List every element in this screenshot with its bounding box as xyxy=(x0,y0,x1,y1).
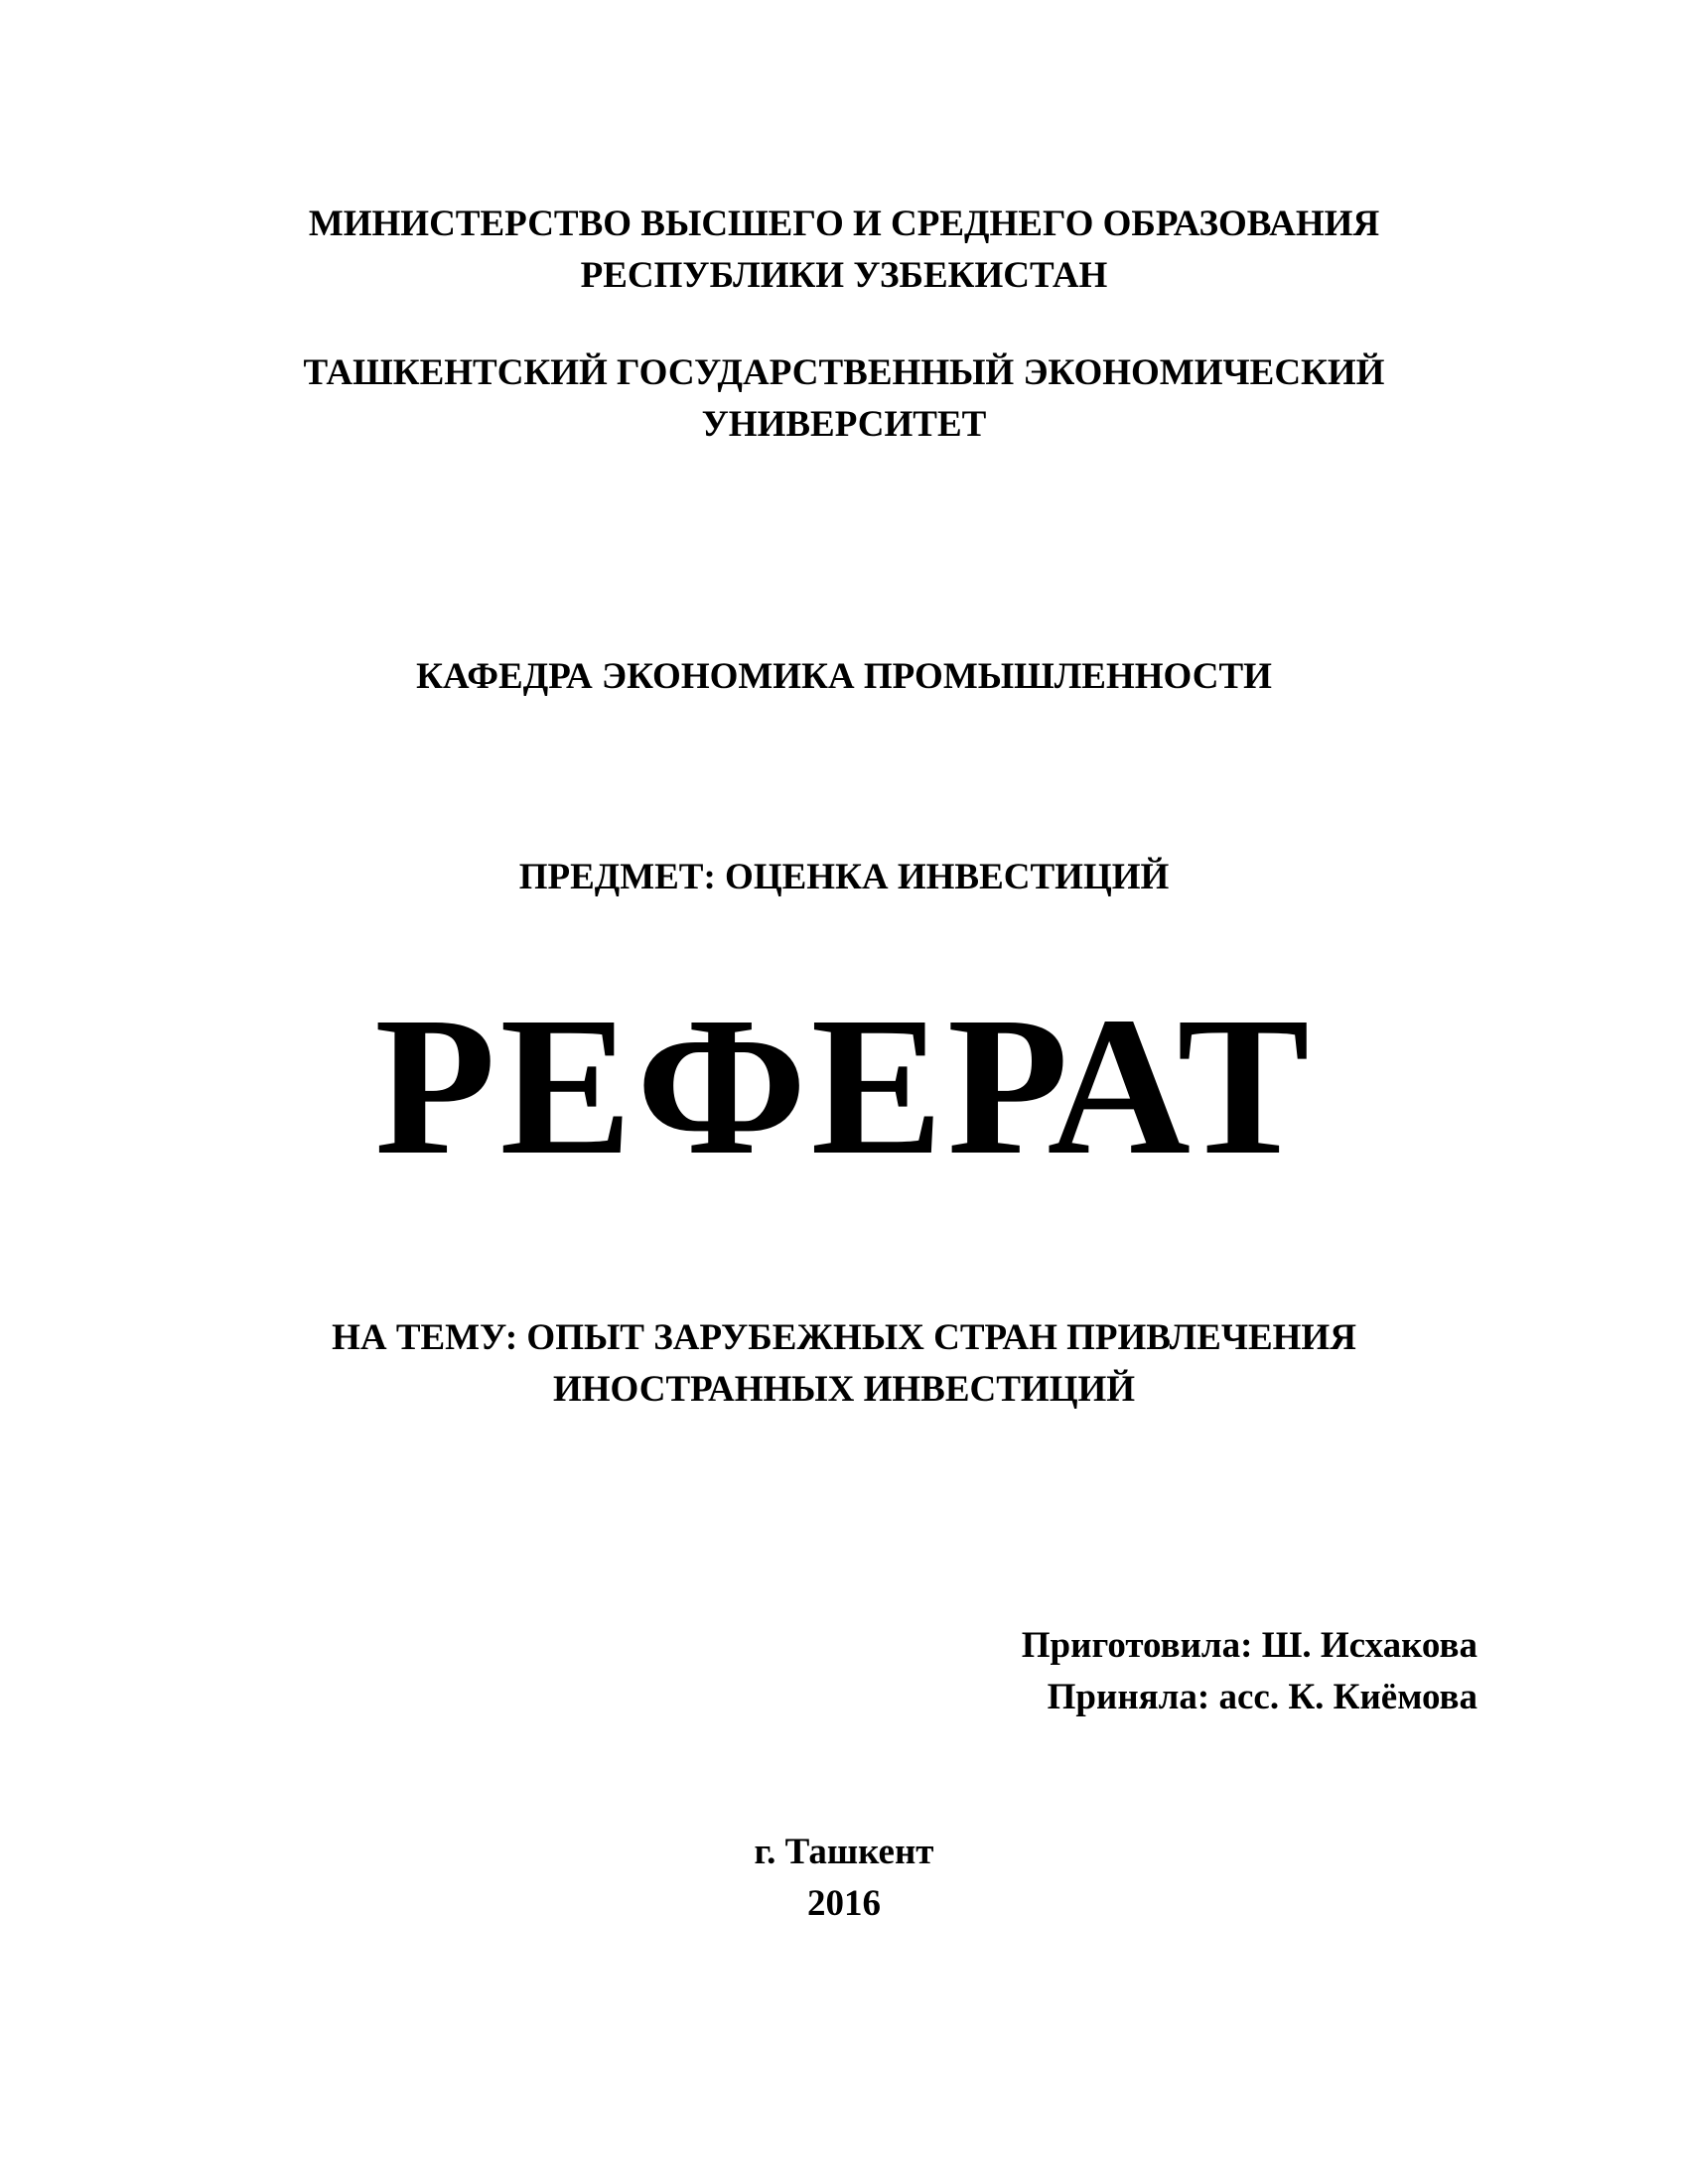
subject-name: ПРЕДМЕТ: ОЦЕНКА ИНВЕСТИЦИЙ xyxy=(518,857,1170,897)
year: 2016 xyxy=(807,1883,881,1924)
place-and-year xyxy=(0,1827,1688,1930)
topic-line-2: ИНОСТРАННЫХ ИНВЕСТИЦИЙ xyxy=(552,1369,1136,1410)
topic-heading xyxy=(0,1312,1688,1416)
university-line-1: ТАШКЕНТСКИЙ ГОСУДАРСТВЕННЫЙ ЭКОНОМИЧЕСКИЙ xyxy=(303,352,1385,393)
document-type-title xyxy=(0,968,1688,1206)
credits-block xyxy=(1022,1620,1477,1723)
ministry-heading xyxy=(0,199,1688,302)
university-heading xyxy=(0,347,1688,451)
ministry-line-2: РЕСПУБЛИКИ УЗБЕКИСТАН xyxy=(580,255,1108,296)
subject-heading xyxy=(0,852,1688,903)
university-line-2: УНИВЕРСИТЕТ xyxy=(701,404,987,445)
document-type-text: РЕФЕРАТ xyxy=(374,977,1314,1196)
accepted-by: Приняла: асс. К. Киёмова xyxy=(1047,1677,1477,1717)
department-heading xyxy=(0,651,1688,703)
city: г. Ташкент xyxy=(754,1832,934,1872)
prepared-by: Приготовила: Ш. Исхакова xyxy=(1021,1625,1477,1666)
topic-line-1: НА ТЕМУ: ОПЫТ ЗАРУБЕЖНЫХ СТРАН ПРИВЛЕЧЕНИЯ xyxy=(332,1317,1356,1358)
department-name: КАФЕДРА ЭКОНОМИКА ПРОМЫШЛЕННОСТИ xyxy=(416,656,1272,697)
ministry-line-1: МИНИСТЕРСТВО ВЫСШЕГО И СРЕДНЕГО ОБРАЗОВАНИЯ xyxy=(308,204,1380,244)
